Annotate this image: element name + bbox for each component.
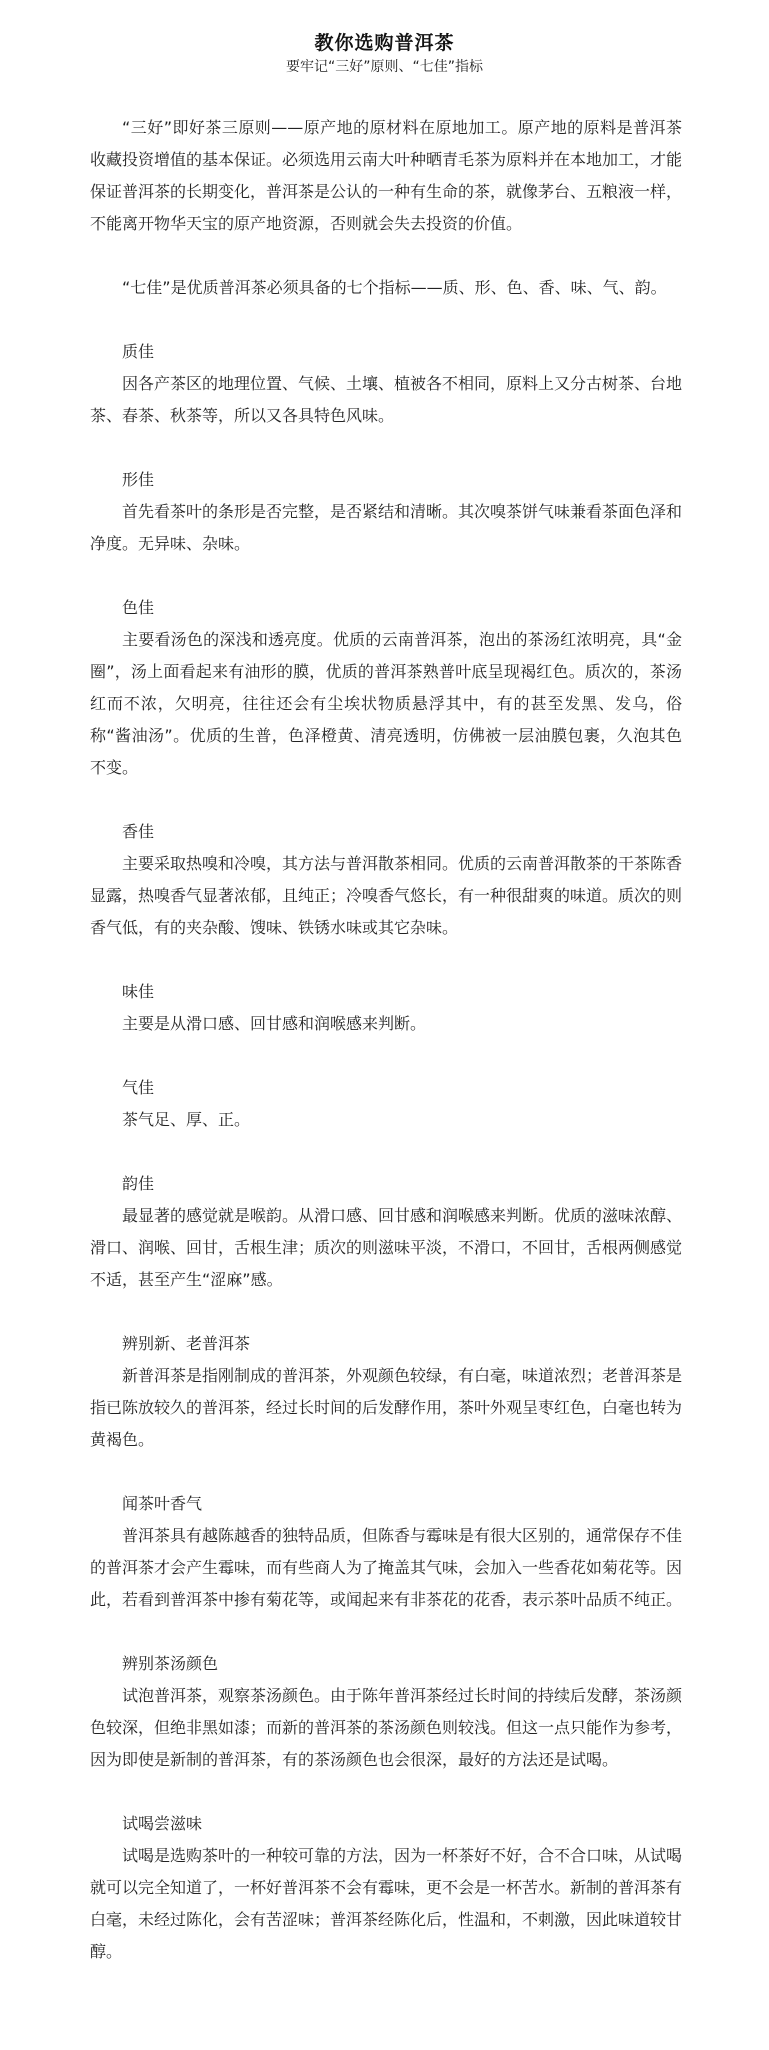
section-aroma <box>90 816 682 944</box>
section-body: 试泡普洱茶，观察茶汤颜色。由于陈年普洱茶经过长时间的持续后发酵，茶汤颜色较深，但绝非黑如漆；而新的普洱茶的茶汤颜色则较浅。但这一点只能作为参考，因为即使是新制的普洱茶，有的茶汤颜色也会很深，最好的方法还是试喝。 <box>90 1686 683 1769</box>
page-subtitle: 要牢记“三好”原则、“七佳”指标 <box>285 59 483 75</box>
section-title: 气佳 <box>122 1078 155 1097</box>
section-title: 质佳 <box>122 342 155 361</box>
article-body <box>90 112 682 1968</box>
section-charm <box>90 1168 682 1296</box>
section-title: 韵佳 <box>122 1174 155 1193</box>
section-title: 色佳 <box>122 598 155 617</box>
page-title: 教你选购普洱茶 <box>314 32 455 54</box>
section-body: 主要采取热嗅和冷嗅，其方法与普洱散茶相同。优质的云南普洱散茶的干茶陈香显露，热嗅香气显著浓郁，且纯正；冷嗅香气悠长，有一种很甜爽的味道。质次的则香气低，有的夹杂酸、馊味、铁锈水味或其它杂味。 <box>90 854 683 937</box>
section-shape <box>90 464 682 560</box>
intro-paragraph-seven-best: “七佳”是优质普洱茶必须具备的七个指标——质、形、色、香、味、气、韵。 <box>122 278 667 297</box>
section-smell <box>90 1488 682 1616</box>
section-title: 试喝尝滋味 <box>122 1814 203 1833</box>
section-body: 因各产茶区的地理位置、气候、土壤、植被各不相同，原料上又分古树茶、台地茶、春茶、秋茶等，所以又各具特色风味。 <box>90 374 683 425</box>
section-taste <box>90 976 682 1040</box>
section-body: 主要看汤色的深浅和透亮度。优质的云南普洱茶，泡出的茶汤红浓明亮，具“金圈”，汤上面看起来有油形的膜，优质的普洱茶熟普叶底呈现褐红色。质次的，茶汤红而不浓，欠明亮，往往还会有尘埃状物质悬浮其中，有的甚至发黑、发乌，俗称“酱油汤”。优质的生普，色泽橙黄、清亮透明，仿佛被一层油膜包裹，久泡其色不变。 <box>90 630 682 777</box>
section-body: 最显著的感觉就是喉韵。从滑口感、回甘感和润喉感来判断。优质的滋味浓醇、滑口、润喉、回甘，舌根生津；质次的则滋味平淡，不滑口，不回甘，舌根两侧感觉不适，甚至产生“涩麻”感。 <box>90 1206 683 1289</box>
section-body: 普洱茶具有越陈越香的独特品质，但陈香与霉味是有很大区别的，通常保存不佳的普洱茶才会产生霉味，而有些商人为了掩盖其气味，会加入一些香花如菊花等。因此，若看到普洱茶中掺有菊花等，或闻起来有非茶花的花香，表示茶叶品质不纯正。 <box>90 1526 683 1609</box>
section-body: 试喝是选购茶叶的一种较可靠的方法，因为一杯茶好不好，合不合口味，从试喝就可以完全知道了，一杯好普洱茶不会有霉味，更不会是一杯苦水。新制的普洱茶有白毫，未经过陈化，会有苦涩味；普洱茶经陈化后，性温和，不刺激，因此味道较甘醇。 <box>90 1846 683 1961</box>
section-new-old <box>90 1328 682 1456</box>
section-quality <box>90 336 682 432</box>
section-body: 新普洱茶是指刚制成的普洱茶，外观颜色较绿，有白毫，味道浓烈；老普洱茶是指已陈放较久的普洱茶，经过长时间的后发酵作用，茶叶外观呈枣红色，白毫也转为黄褐色。 <box>90 1366 683 1449</box>
section-color <box>90 592 682 784</box>
section-qi <box>90 1072 682 1136</box>
section-title: 香佳 <box>122 822 155 841</box>
section-title: 闻茶叶香气 <box>122 1494 203 1513</box>
section-title: 辨别新、老普洱茶 <box>122 1334 251 1353</box>
section-title: 形佳 <box>122 470 155 489</box>
intro-paragraph-three-good: “三好”即好茶三原则——原产地的原材料在原地加工。原产地的原料是普洱茶收藏投资增值的基本保证。必须选用云南大叶种晒青毛茶为原料并在本地加工，才能保证普洱茶的长期变化，普洱茶是公认的一种有生命的茶，就像茅台、五粮液一样，不能离开物华天宝的原产地资源，否则就会失去投资的价值。 <box>90 118 683 233</box>
section-body: 茶气足、厚、正。 <box>122 1110 251 1129</box>
section-liquor-color <box>90 1648 682 1776</box>
section-title: 辨别茶汤颜色 <box>122 1654 219 1673</box>
section-tasting <box>90 1808 682 1968</box>
section-body: 主要是从滑口感、回甘感和润喉感来判断。 <box>122 1014 427 1033</box>
section-body: 首先看茶叶的条形是否完整，是否紧结和清晰。其次嗅茶饼气味兼看茶面色泽和净度。无异味、杂味。 <box>90 502 683 553</box>
section-title: 味佳 <box>122 982 155 1001</box>
